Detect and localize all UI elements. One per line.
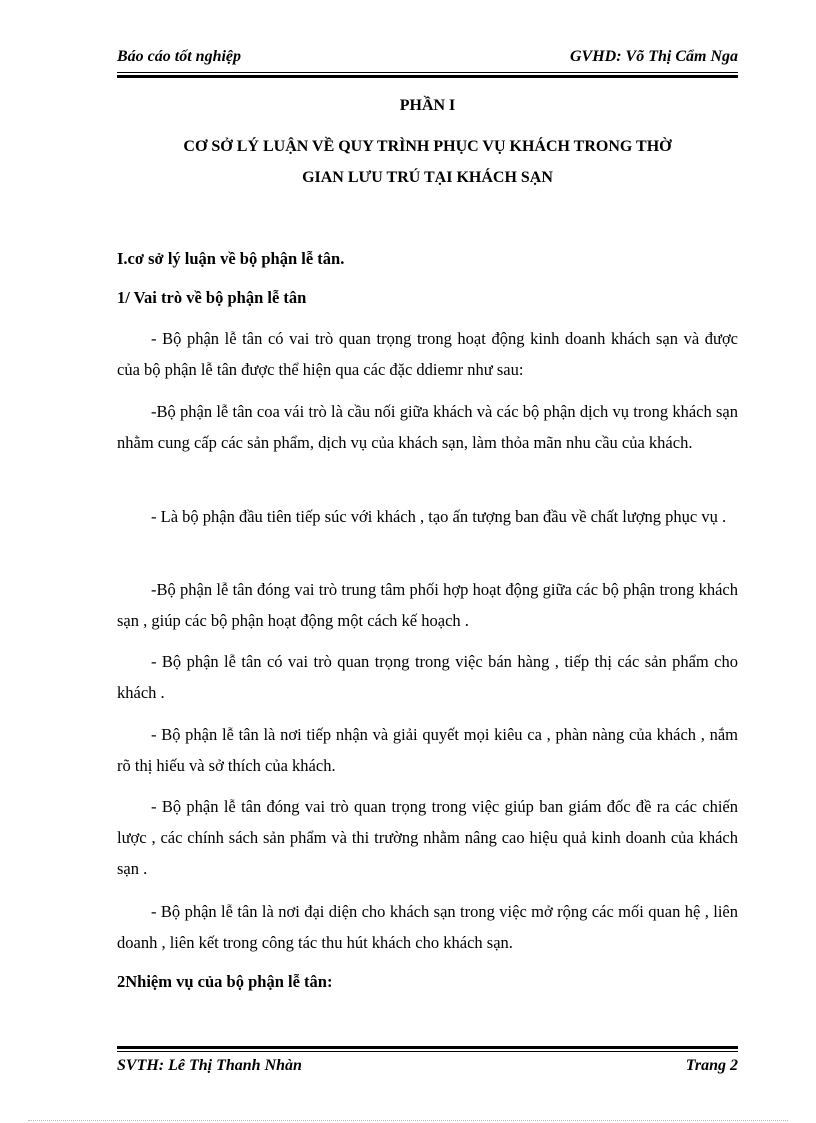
subheading-duties: 2Nhiệm vụ của bộ phận lễ tân: [117,972,333,991]
page-footer [117,1055,738,1079]
part-label: PHẦN I [399,97,456,114]
footer-rule-thin [117,1051,738,1052]
paragraph: -Bộ phận lễ tân coa vái trò là cầu nối giữa khách và các bộ phận dịch vụ trong khách sạn nhằm cung cấp các sản phẩm, dịch vụ của khách sạn, làm thỏa mãn nhu cầu của khách. [117,402,738,452]
chapter-title-line-1: CƠ SỞ LÝ LUẬN VỀ QUY TRÌNH PHỤC VỤ KHÁCH TRONG THỜ [183,138,672,155]
paragraph: - Bộ phận lễ tân là nơi tiếp nhận và giải quyết mọi kiêu ca , phàn nàng của khách , nắm rõ thị hiếu và sở thích của khách. [117,725,738,775]
paragraph: -Bộ phận lễ tân đóng vai trò trung tâm phối hợp hoạt động giữa các bộ phận trong khách sạn , giúp các bộ phận hoạt động một cách kế hoạch . [117,580,738,630]
paragraph: - Là bộ phận đầu tiên tiếp súc với khách , tạo ấn tượng ban đầu về chất lượng phục vụ . [151,507,727,526]
section-heading: I.cơ sở lý luận về bộ phận lễ tân. [117,249,345,268]
chapter-title-line-2: GIAN LƯU TRÚ TẠI KHÁCH SẠN [302,169,553,186]
footer-rule-thick [117,1046,738,1049]
footer-student-name: SVTH: Lê Thị Thanh Nhàn [117,1057,302,1074]
subheading-role: 1/ Vai trò về bộ phận lễ tân [117,288,307,307]
paragraph: - Bộ phận lễ tân có vai trò quan trọng trong hoạt động kinh doanh khách sạn và được của bộ phận lễ tân được thể hiện qua các đặc ddiemr như sau: [117,329,738,379]
header-report-title: Báo cáo tốt nghiệp [117,48,242,65]
footer-page-number: Trang 2 [685,1057,738,1074]
chapter-title [117,131,738,193]
page-edge-divider [28,1120,788,1121]
paragraph: - Bộ phận lễ tân là nơi đại diện cho khách sạn trong việc mở rộng các mối quan hệ , liên doanh , liên kết trong công tác thu hút khách cho khách sạn. [117,902,738,952]
header-rule-thin [117,72,738,73]
page-header [117,46,738,72]
paragraph: - Bộ phận lễ tân đóng vai trò quan trọng trong việc giúp ban giám đốc đề ra các chiến lược , các chính sách sản phẩm và thi trường nhằm nâng cao hiệu quả kinh doanh của khách sạn . [117,797,738,878]
header-supervisor: GVHD: Võ Thị Cẩm Nga [569,48,738,65]
header-rule-thick [117,75,738,78]
paragraph: - Bộ phận lễ tân có vai trò quan trọng trong việc bán hàng , tiếp thị các sản phẩm cho khách . [117,652,738,702]
